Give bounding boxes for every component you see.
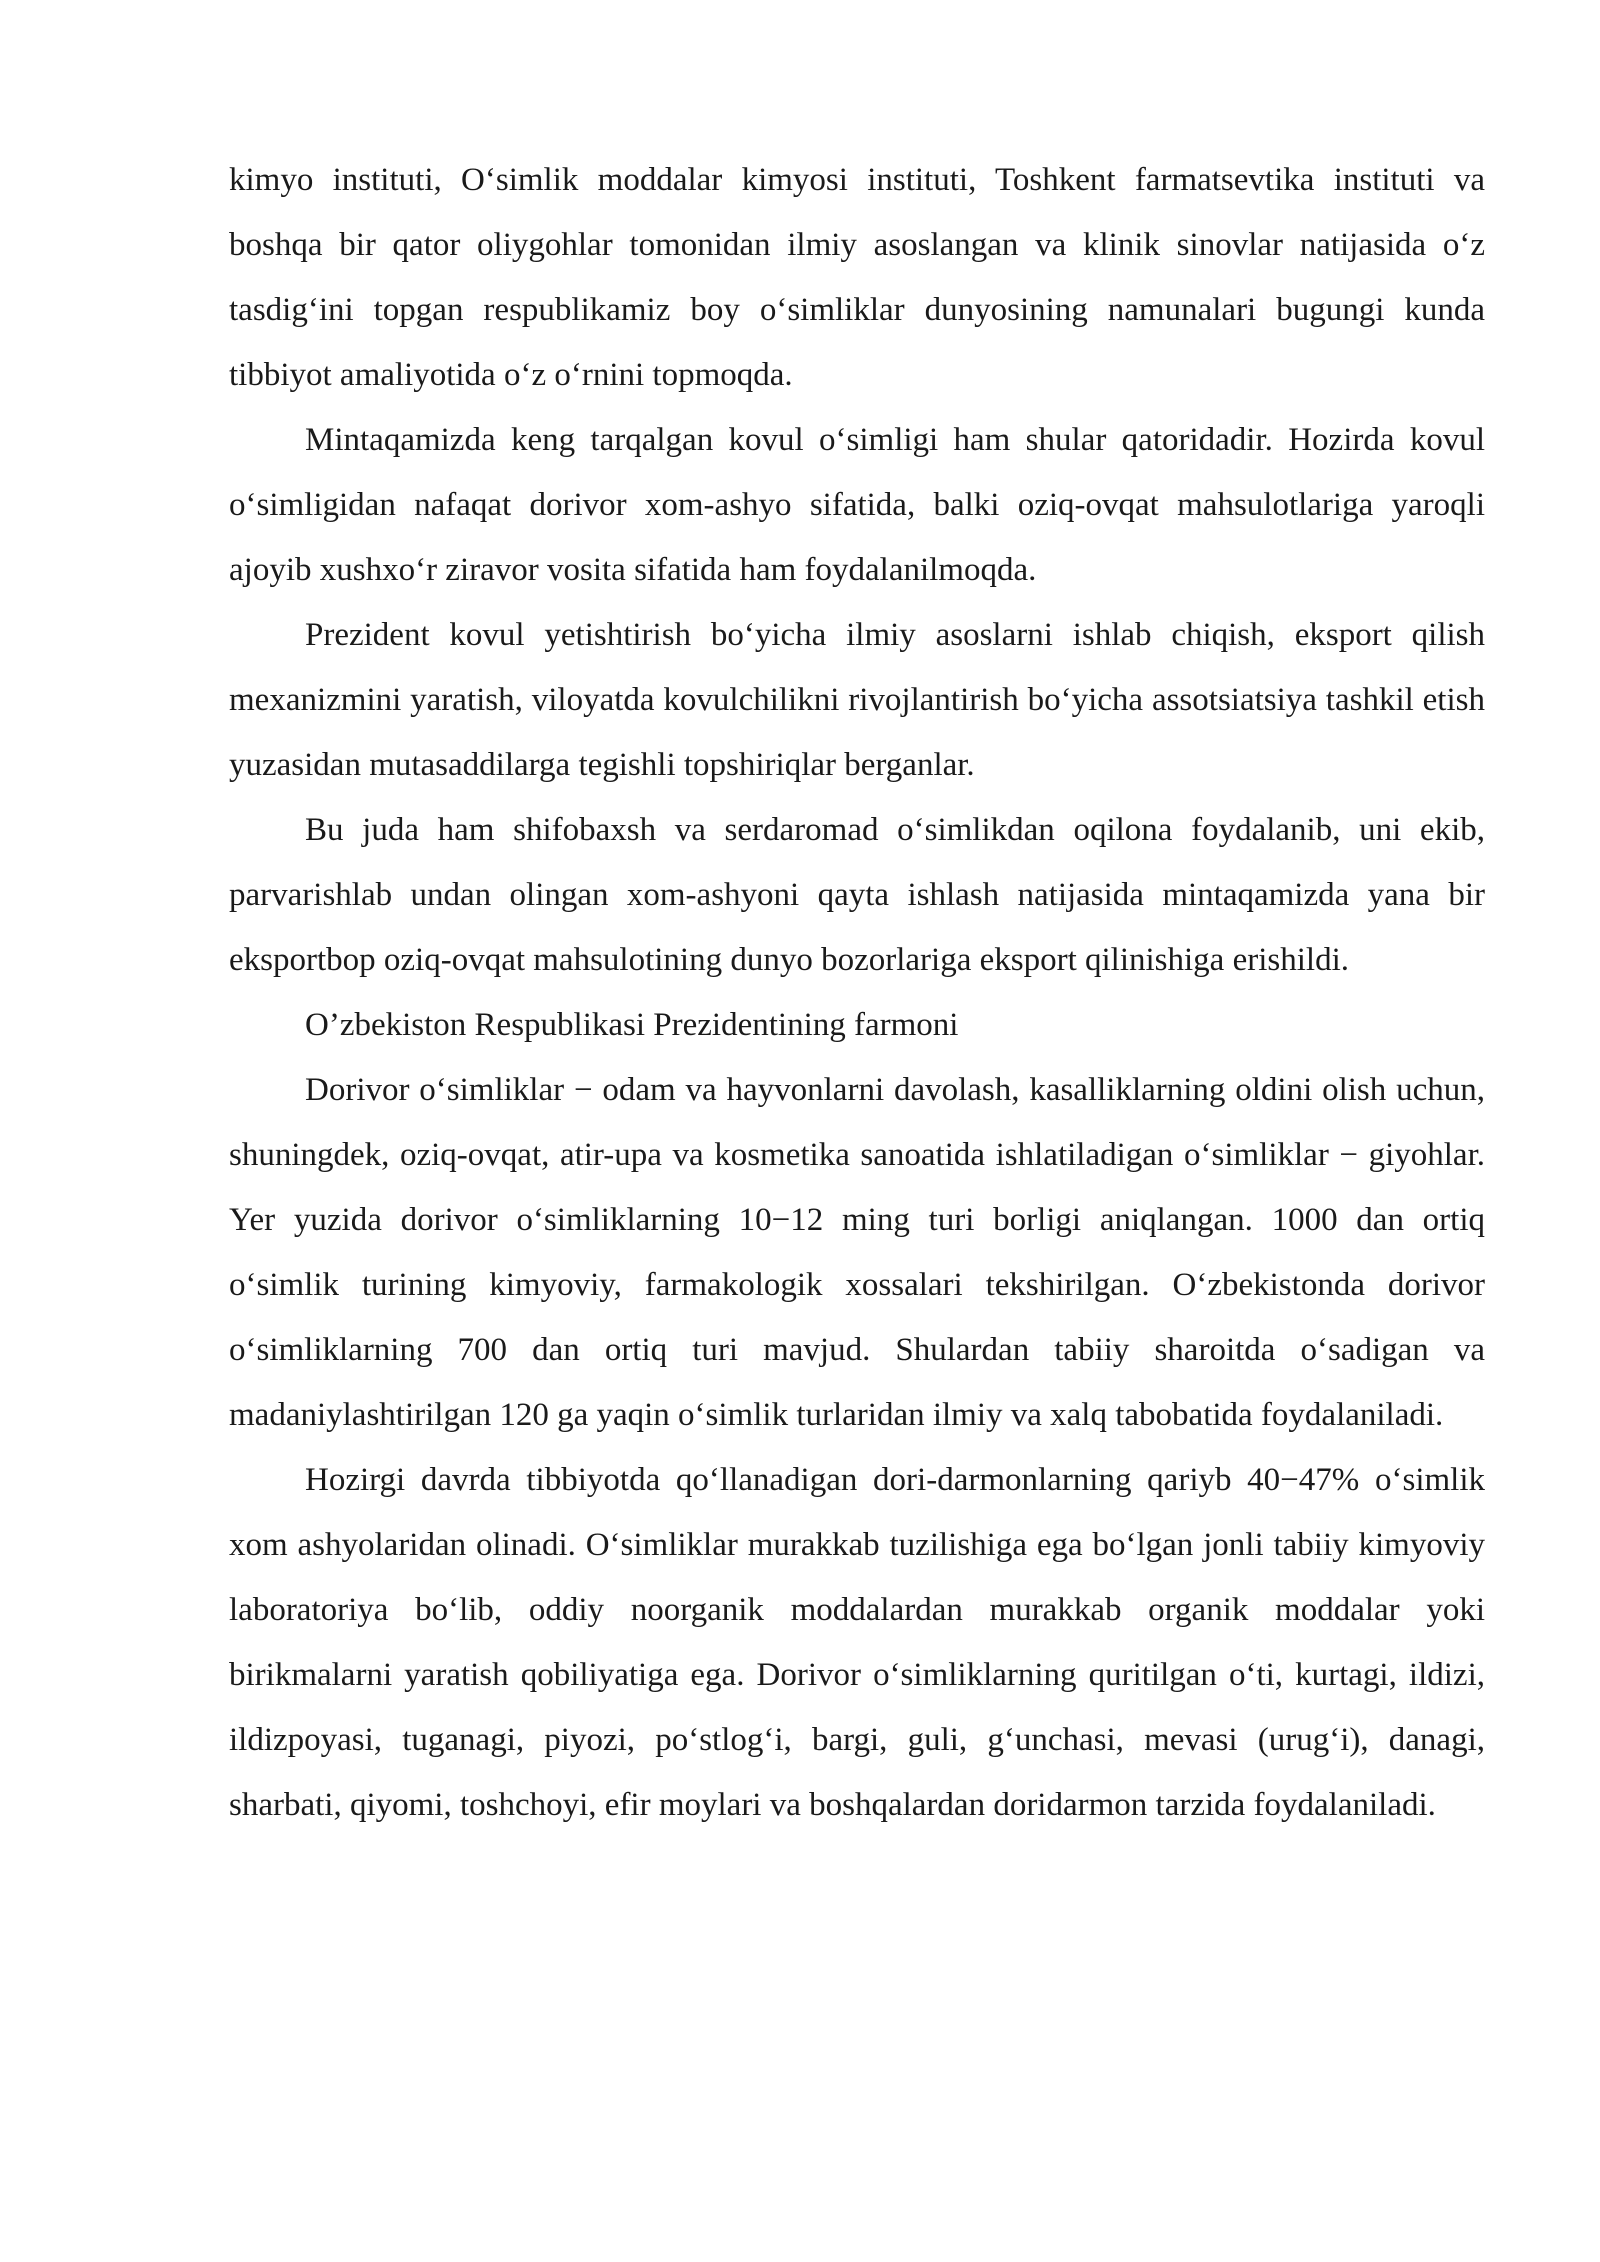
paragraph-continuation: kimyo instituti, O‘simlik moddalar kimyosi instituti, Toshkent farmatsevtika instituti va boshqa bir qator oliygohlar tomonidan ilmiy asoslangan va klinik sinovlar natijasida o‘z tasdig‘ini topgan respublikamiz boy o‘simliklar dunyosining namunalari bugungi kunda tibbiyot amaliyotida o‘z o‘rnini topmoqda. (229, 162, 1485, 393)
paragraph-president-instructions: Prezident kovul yetishtirish bo‘yicha ilmiy asoslarni ishlab chiqish, eksport qilish mexanizmini yaratish, viloyatda kovulchilikni rivojlantirish bo‘yicha assotsiatsiya tashkil etish yuzasidan mutasaddilarga tegishli topshiriqlar berganlar. (229, 617, 1485, 783)
document-body (229, 148, 1485, 1838)
paragraph-kovul-intro: Mintaqamizda keng tarqalgan kovul o‘simligi ham shular qatoridadir. Hozirda kovul o‘simligidan nafaqat dorivor xom-ashyo sifatida, balki oziq-ovqat mahsulotlariga yaroqli ajoyib xushxo‘r ziravor vosita sifatida ham foydalanilmoqda. (229, 422, 1485, 588)
paragraph-plant-raw-materials: Hozirgi davrda tibbiyotda qo‘llanadigan dori-darmonlarning qariyb 40−47% o‘simlik xom ashyolaridan olinadi. O‘simliklar murakkab tuzilishiga ega bo‘lgan jonli tabiiy kimyoviy laboratoriya bo‘lib, oddiy noorganik moddalardan murakkab organik moddalar yoki birikmalarni yaratish qobiliyatiga ega. Dorivor o‘simliklarning quritilgan o‘ti, kurtagi, ildizi, ildizpoyasi, tuganagi, piyozi, po‘stlog‘i, bargi, guli, g‘unchasi, mevasi (urug‘i), danagi, sharbati, qiyomi, toshchoyi, efir moylari va boshqalardan doridarmon tarzida foydalaniladi. (229, 1462, 1485, 1823)
paragraph-decree-reference: O’zbekiston Respublikasi Prezidentining farmoni (305, 1007, 959, 1043)
paragraph-export-achievement: Bu juda ham shifobaxsh va serdaromad o‘simlikdan oqilona foydalanib, uni ekib, parvarishlab undan olingan xom-ashyoni qayta ishlash natijasida mintaqamizda yana bir eksportbop oziq-ovqat mahsulotining dunyo bozorlariga eksport qilinishiga erishildi. (229, 812, 1485, 978)
paragraph-medicinal-plants-definition: Dorivor o‘simliklar − odam va hayvonlarni davolash, kasalliklarning oldini olish uchun, shuningdek, oziq-ovqat, atir-upa va kosmetika sanoatida ishlatiladigan o‘simliklar − giyohlar. Yer yuzida dorivor o‘simliklarning 10−12 ming turi borligi aniqlangan. 1000 dan ortiq o‘simlik turining kimyoviy, farmakologik xossalari tekshirilgan. O‘zbekistonda dorivor o‘simliklarning 700 dan ortiq turi mavjud. Shulardan tabiiy sharoitda o‘sadigan va madaniylashtirilgan 120 ga yaqin o‘simlik turlaridan ilmiy va xalq tabobatida foydalaniladi. (229, 1072, 1485, 1433)
